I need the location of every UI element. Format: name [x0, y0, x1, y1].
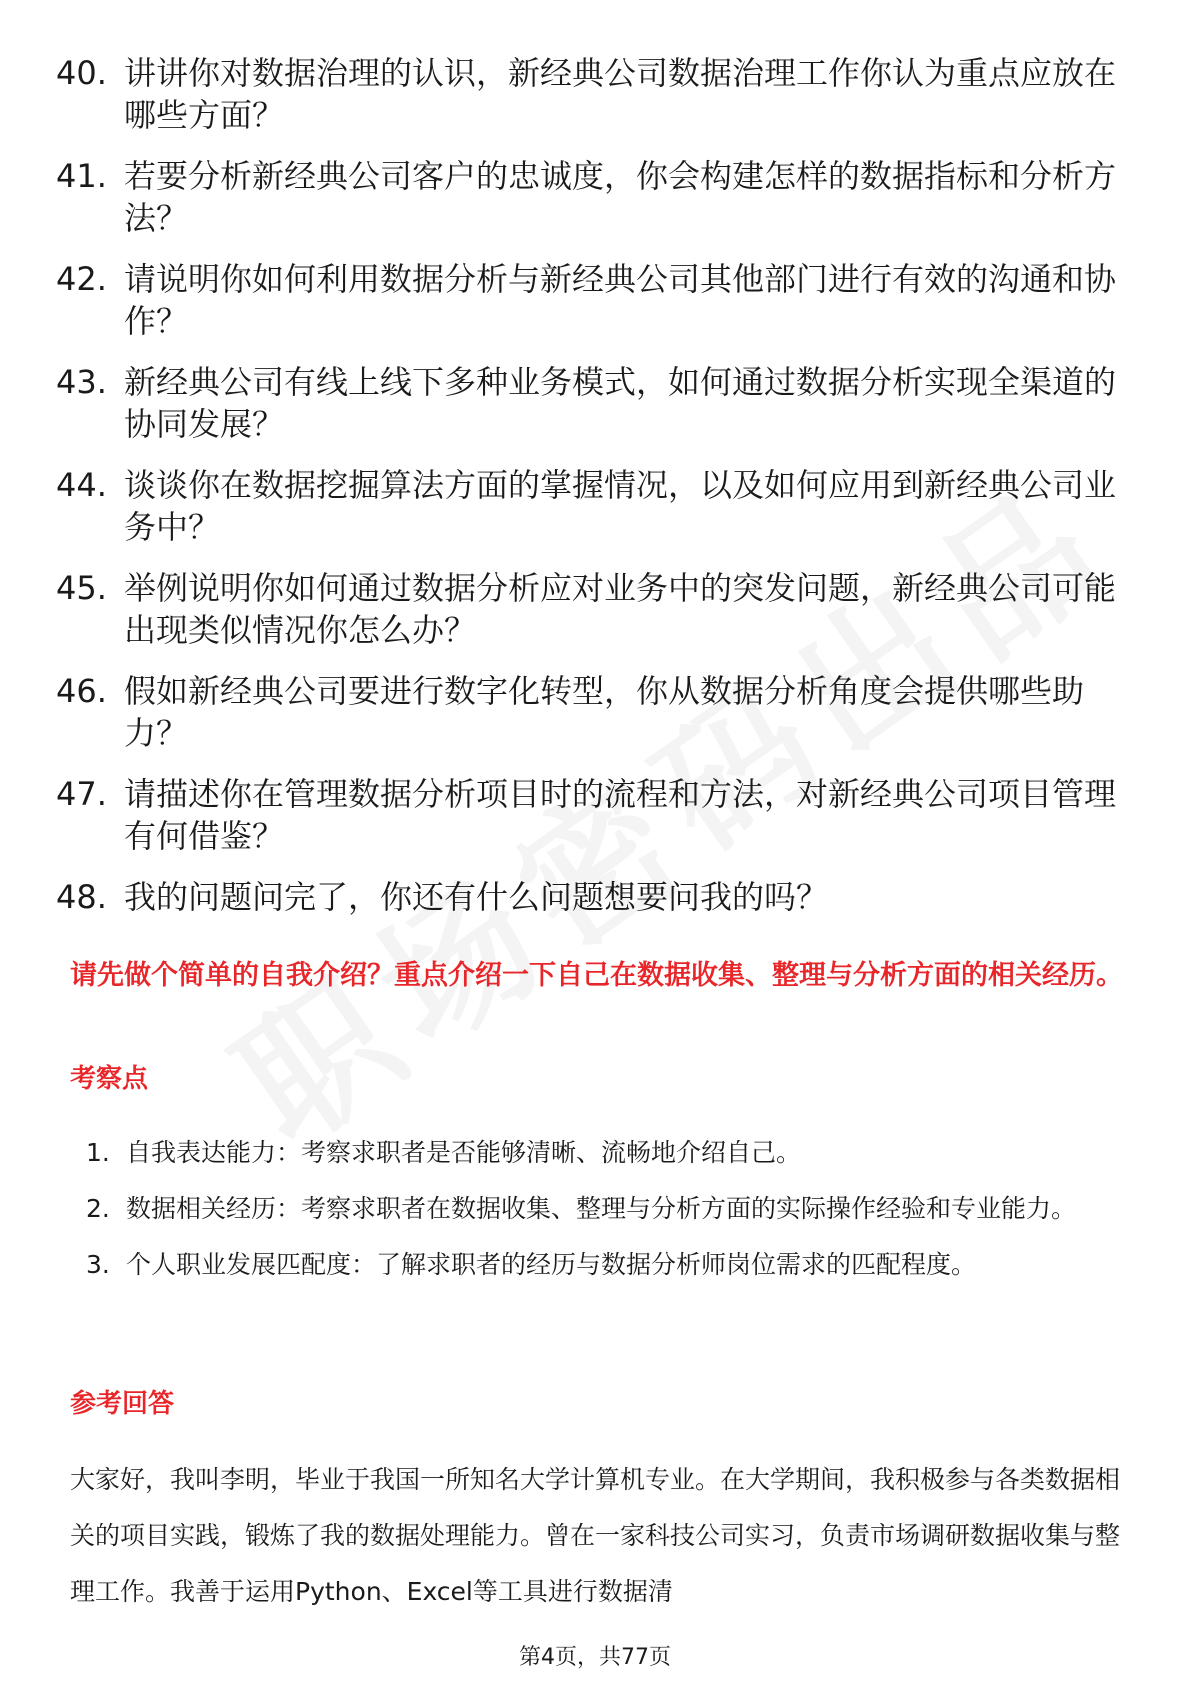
list-item — [86, 1125, 1126, 1181]
question-number: 40. — [56, 54, 107, 92]
question-text: 新经典公司有线上线下多种业务模式，如何通过数据分析实现全渠道的协同发展？ — [124, 363, 1117, 443]
list-item — [56, 773, 1136, 857]
question-number: 44. — [56, 466, 107, 504]
list-item — [56, 670, 1136, 754]
question-text: 讲讲你对数据治理的认识，新经典公司数据治理工作你认为重点应放在哪些方面？ — [124, 54, 1117, 134]
list-item — [86, 1237, 1126, 1293]
point-number: 3. — [86, 1250, 110, 1279]
question-number: 41. — [56, 157, 107, 195]
list-item — [56, 567, 1136, 651]
point-text: 个人职业发展匹配度：了解求职者的经历与数据分析师岗位需求的匹配程度。 — [126, 1250, 977, 1279]
list-item — [56, 155, 1136, 239]
point-text: 自我表达能力：考察求职者是否能够清晰、流畅地介绍自己。 — [126, 1138, 802, 1167]
question-number: 42. — [56, 260, 107, 298]
question-number: 45. — [56, 569, 107, 607]
list-item — [56, 361, 1136, 445]
points-label: 考察点 — [70, 1064, 149, 1094]
focus-question-heading: 请先做个简单的自我介绍？重点介绍一下自己在数据收集、整理与分析方面的相关经历。 — [70, 960, 1123, 991]
points-list — [86, 1125, 1126, 1293]
question-number: 46. — [56, 672, 107, 710]
answer-paragraph: 大家好，我叫李明，毕业于我国一所知名大学计算机专业。在大学期间，我积极参与各类数据相关的项目实践，锻炼了我的数据处理能力。曾在一家科技公司实习，负责市场调研数据收集与整理工作。我善于运用Python、Excel等工具进行数据清 — [70, 1465, 1121, 1606]
question-text: 我的问题问完了，你还有什么问题想要问我的吗？ — [124, 878, 829, 916]
point-number: 2. — [86, 1194, 110, 1223]
question-text: 举例说明你如何通过数据分析应对业务中的突发问题，新经典公司可能出现类似情况你怎么办？ — [124, 569, 1117, 649]
list-item — [56, 258, 1136, 342]
list-item — [56, 52, 1136, 136]
question-number: 48. — [56, 878, 107, 916]
answer-label: 参考回答 — [70, 1389, 175, 1419]
question-text: 假如新经典公司要进行数字化转型，你从数据分析角度会提供哪些助力？ — [124, 672, 1085, 752]
point-text: 数据相关经历：考察求职者在数据收集、整理与分析方面的实际操作经验和专业能力。 — [126, 1194, 1077, 1223]
page-footer: 第4页，共77页 — [519, 1645, 671, 1670]
question-text: 若要分析新经典公司客户的忠诚度，你会构建怎样的数据指标和分析方法？ — [124, 157, 1117, 237]
question-text: 谈谈你在数据挖掘算法方面的掌握情况，以及如何应用到新经典公司业务中？ — [124, 466, 1117, 546]
list-item — [56, 464, 1136, 548]
question-text: 请描述你在管理数据分析项目时的流程和方法，对新经典公司项目管理有何借鉴？ — [124, 775, 1117, 855]
question-text: 请说明你如何利用数据分析与新经典公司其他部门进行有效的沟通和协作？ — [124, 260, 1117, 340]
question-number: 43. — [56, 363, 107, 401]
question-number: 47. — [56, 775, 107, 813]
question-list — [56, 52, 1136, 937]
list-item — [86, 1181, 1126, 1237]
list-item — [56, 876, 1136, 918]
point-number: 1. — [86, 1138, 110, 1167]
